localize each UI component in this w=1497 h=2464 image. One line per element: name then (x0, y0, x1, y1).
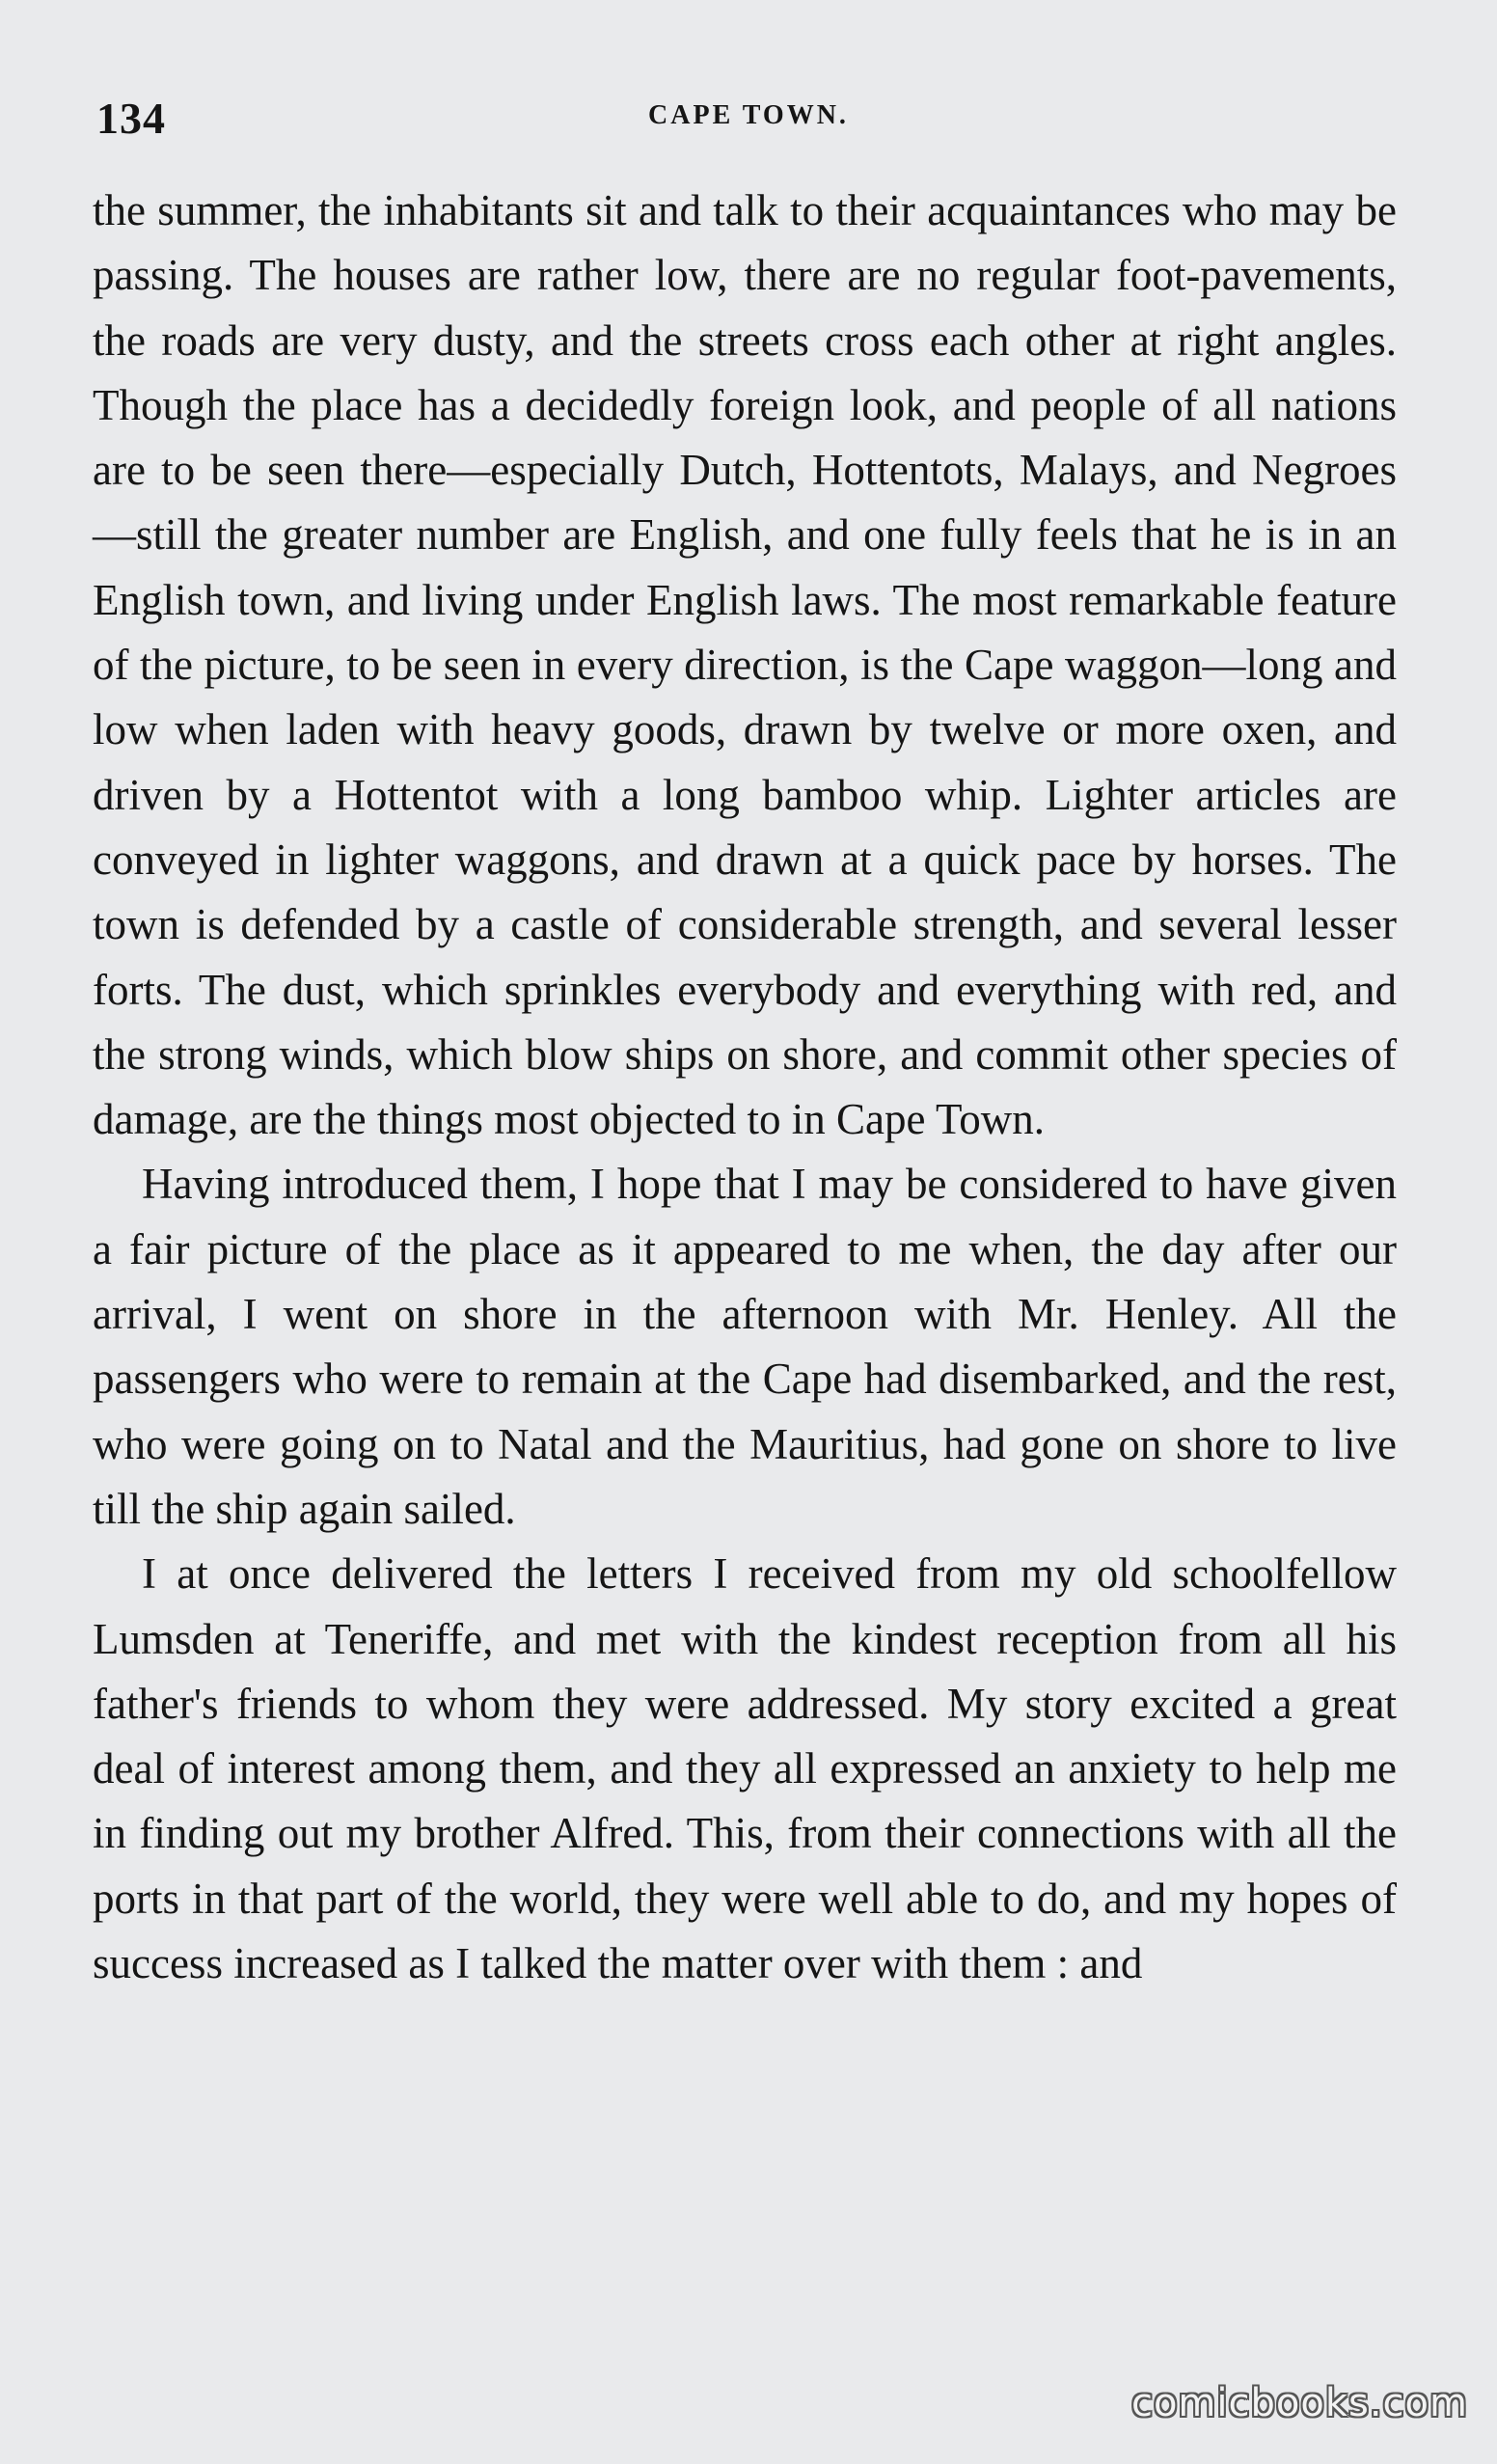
body-text (93, 178, 1397, 1996)
running-head: CAPE TOWN. (648, 100, 849, 130)
page-number: 134 (96, 94, 166, 143)
paragraph: I at once delivered the letters I received from my old schoolfellow Lumsden at Teneriffe, and met with the kindest reception from all his father's friends to whom they were addressed. My story excited a great deal of interest among them, and they all expressed an anxiety to help me in finding out my brother Alfred. This, from their connections with all the ports in that part of the world, they were well able to do, and my hopes of success increased as I talked the matter over with them : and (93, 1549, 1397, 1988)
paragraph: Having introduced them, I hope that I may be considered to have given a fair picture of the place as it appeared to me when, the day after our arrival, I went on shore in the afternoon with Mr. Henley. All the passengers who were to remain at the Cape had disembarked, and the rest, who were going on to Natal and the Mauritius, had gone on shore to live till the ship again sailed. (93, 1160, 1397, 1533)
paragraph-continued: the summer, the inhabitants sit and talk to their acquaintances who may be passing. The houses are rather low, there are no regular foot-pavements, the roads are very dusty, and the streets cross each other at right angles. Though the place has a decidedly foreign look, and people of all nations are to be seen there—especially Dutch, Hottentots, Malays, and Negroes—still the greater number are English, and one fully feels that he is in an English town, and living under English laws. The most remarkable feature of the picture, to be seen in every direction, is the Cape waggon—long and low when laden with heavy goods, drawn by twelve or more oxen, and driven by a Hottentot with a long bamboo whip. Lighter articles are conveyed in lighter waggons, and drawn at a quick pace by horses. The town is defended by a castle of considerable strength, and several lesser forts. The dust, which sprinkles everybody and everything with red, and the strong winds, which blow ships on shore, and commit other species of damage, are the things most objected to in Cape Town. (93, 186, 1397, 1144)
watermark-logo: comicbooks.com (1130, 2381, 1468, 2425)
page-header (96, 93, 1401, 151)
